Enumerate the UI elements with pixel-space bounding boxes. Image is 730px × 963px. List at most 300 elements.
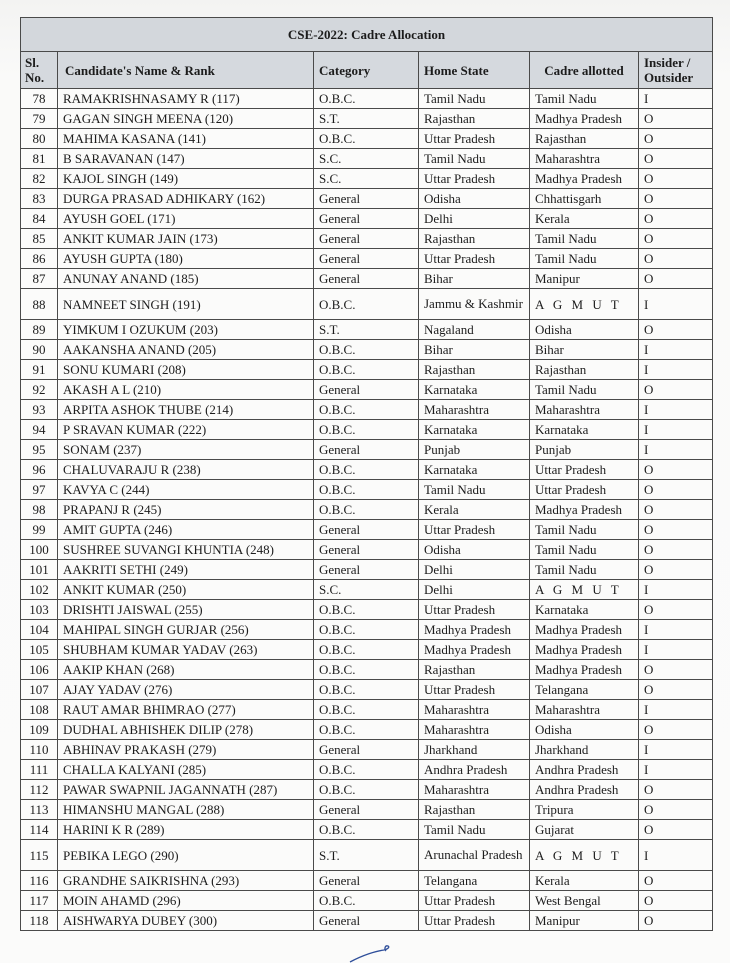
cell-insider-outsider: O bbox=[639, 129, 713, 149]
cell-insider-outsider: O bbox=[639, 911, 713, 931]
cell-insider-outsider: O bbox=[639, 229, 713, 249]
cell-home-state: Uttar Pradesh bbox=[419, 129, 530, 149]
cell-home-state: Rajasthan bbox=[419, 800, 530, 820]
cell-category: O.B.C. bbox=[314, 480, 419, 500]
cell-category: General bbox=[314, 269, 419, 289]
cell-insider-outsider: O bbox=[639, 209, 713, 229]
cell-home-state: Bihar bbox=[419, 269, 530, 289]
cell-cadre-allotted: Rajasthan bbox=[530, 360, 639, 380]
cell-candidate-name: ANKIT KUMAR (250) bbox=[58, 580, 314, 600]
cell-sl-no: 109 bbox=[21, 720, 58, 740]
cell-home-state: Nagaland bbox=[419, 320, 530, 340]
cell-home-state: Maharashtra bbox=[419, 780, 530, 800]
cell-home-state: Uttar Pradesh bbox=[419, 249, 530, 269]
cell-cadre-allotted: Madhya Pradesh bbox=[530, 620, 639, 640]
cell-cadre-allotted: Madhya Pradesh bbox=[530, 109, 639, 129]
table-row bbox=[21, 460, 713, 480]
cell-cadre-allotted: Jharkhand bbox=[530, 740, 639, 760]
cell-home-state: Uttar Pradesh bbox=[419, 891, 530, 911]
cell-home-state: Karnataka bbox=[419, 420, 530, 440]
cell-home-state: Rajasthan bbox=[419, 109, 530, 129]
cell-sl-no: 93 bbox=[21, 400, 58, 420]
cell-candidate-name: SHUBHAM KUMAR YADAV (263) bbox=[58, 640, 314, 660]
table-row bbox=[21, 149, 713, 169]
cell-sl-no: 81 bbox=[21, 149, 58, 169]
cell-home-state: Uttar Pradesh bbox=[419, 600, 530, 620]
cell-candidate-name: GRANDHE SAIKRISHNA (293) bbox=[58, 871, 314, 891]
cell-candidate-name: AKASH A L (210) bbox=[58, 380, 314, 400]
cell-candidate-name: PAWAR SWAPNIL JAGANNATH (287) bbox=[58, 780, 314, 800]
cell-insider-outsider: I bbox=[639, 420, 713, 440]
header-insider-outsider bbox=[639, 52, 713, 89]
cell-insider-outsider: O bbox=[639, 891, 713, 911]
cell-insider-outsider: O bbox=[639, 269, 713, 289]
cell-category: General bbox=[314, 800, 419, 820]
cell-sl-no: 88 bbox=[21, 289, 58, 320]
cell-home-state: Maharashtra bbox=[419, 720, 530, 740]
cell-category: O.B.C. bbox=[314, 289, 419, 320]
cell-category: General bbox=[314, 911, 419, 931]
cell-category: General bbox=[314, 249, 419, 269]
cell-candidate-name: SONU KUMARI (208) bbox=[58, 360, 314, 380]
cell-cadre-allotted: Tamil Nadu bbox=[530, 380, 639, 400]
cell-candidate-name: AAKIP KHAN (268) bbox=[58, 660, 314, 680]
cell-home-state: Odisha bbox=[419, 540, 530, 560]
cell-insider-outsider: O bbox=[639, 460, 713, 480]
cell-home-state: Rajasthan bbox=[419, 360, 530, 380]
cell-home-state: Delhi bbox=[419, 580, 530, 600]
table-row bbox=[21, 249, 713, 269]
cell-insider-outsider: I bbox=[639, 760, 713, 780]
cell-cadre-allotted: Tamil Nadu bbox=[530, 540, 639, 560]
table-row bbox=[21, 440, 713, 460]
cadre-allocation-table bbox=[20, 17, 713, 931]
cell-candidate-name: AYUSH GOEL (171) bbox=[58, 209, 314, 229]
cell-sl-no: 114 bbox=[21, 820, 58, 840]
cell-sl-no: 115 bbox=[21, 840, 58, 871]
cell-category: General bbox=[314, 540, 419, 560]
cell-sl-no: 97 bbox=[21, 480, 58, 500]
cell-sl-no: 116 bbox=[21, 871, 58, 891]
cell-insider-outsider: I bbox=[639, 580, 713, 600]
cell-insider-outsider: O bbox=[639, 560, 713, 580]
cell-home-state: Rajasthan bbox=[419, 660, 530, 680]
cell-home-state: Karnataka bbox=[419, 460, 530, 480]
cell-candidate-name: AMIT GUPTA (246) bbox=[58, 520, 314, 540]
cell-home-state: Tamil Nadu bbox=[419, 149, 530, 169]
cell-insider-outsider: I bbox=[639, 400, 713, 420]
cell-category: S.T. bbox=[314, 840, 419, 871]
table-row bbox=[21, 209, 713, 229]
table-row bbox=[21, 891, 713, 911]
cell-cadre-allotted: Maharashtra bbox=[530, 700, 639, 720]
table-row bbox=[21, 480, 713, 500]
cell-cadre-allotted: Kerala bbox=[530, 209, 639, 229]
cell-insider-outsider: O bbox=[639, 600, 713, 620]
header-sl-no-line2: No. bbox=[25, 70, 45, 85]
cell-candidate-name: RAMAKRISHNASAMY R (117) bbox=[58, 89, 314, 109]
cell-category: S.C. bbox=[314, 169, 419, 189]
cell-home-state: Tamil Nadu bbox=[419, 480, 530, 500]
cell-candidate-name: AJAY YADAV (276) bbox=[58, 680, 314, 700]
cell-home-state: Madhya Pradesh bbox=[419, 620, 530, 640]
cell-candidate-name: SUSHREE SUVANGI KHUNTIA (248) bbox=[58, 540, 314, 560]
cell-insider-outsider: I bbox=[639, 700, 713, 720]
table-row bbox=[21, 560, 713, 580]
header-sl-no bbox=[21, 52, 58, 89]
cell-cadre-allotted: Manipur bbox=[530, 911, 639, 931]
table-row bbox=[21, 720, 713, 740]
cell-sl-no: 98 bbox=[21, 500, 58, 520]
cell-insider-outsider: O bbox=[639, 820, 713, 840]
cell-sl-no: 91 bbox=[21, 360, 58, 380]
cell-candidate-name: MAHIMA KASANA (141) bbox=[58, 129, 314, 149]
table-row bbox=[21, 500, 713, 520]
cell-sl-no: 95 bbox=[21, 440, 58, 460]
cell-home-state: Uttar Pradesh bbox=[419, 680, 530, 700]
cell-home-state: Delhi bbox=[419, 209, 530, 229]
cell-category: O.B.C. bbox=[314, 89, 419, 109]
cell-sl-no: 99 bbox=[21, 520, 58, 540]
table-body bbox=[21, 89, 713, 931]
cell-category: O.B.C. bbox=[314, 891, 419, 911]
header-cadre-allotted: Cadre allotted bbox=[530, 52, 639, 89]
table-title: CSE-2022: Cadre Allocation bbox=[21, 18, 713, 52]
cell-home-state: Punjab bbox=[419, 440, 530, 460]
table-row bbox=[21, 129, 713, 149]
cell-category: O.B.C. bbox=[314, 129, 419, 149]
cell-sl-no: 82 bbox=[21, 169, 58, 189]
cell-insider-outsider: O bbox=[639, 109, 713, 129]
cell-sl-no: 103 bbox=[21, 600, 58, 620]
cell-insider-outsider: O bbox=[639, 520, 713, 540]
cell-category: O.B.C. bbox=[314, 460, 419, 480]
cell-category: General bbox=[314, 189, 419, 209]
table-row bbox=[21, 871, 713, 891]
table-row bbox=[21, 320, 713, 340]
cell-sl-no: 96 bbox=[21, 460, 58, 480]
cell-candidate-name: SONAM (237) bbox=[58, 440, 314, 460]
cell-cadre-allotted: Manipur bbox=[530, 269, 639, 289]
cell-insider-outsider: I bbox=[639, 840, 713, 871]
cell-insider-outsider: O bbox=[639, 680, 713, 700]
cell-category: General bbox=[314, 560, 419, 580]
cell-sl-no: 100 bbox=[21, 540, 58, 560]
cell-cadre-allotted: Odisha bbox=[530, 720, 639, 740]
cell-insider-outsider: O bbox=[639, 480, 713, 500]
cell-insider-outsider: O bbox=[639, 780, 713, 800]
cell-home-state: Karnataka bbox=[419, 380, 530, 400]
cell-home-state: Maharashtra bbox=[419, 400, 530, 420]
cell-insider-outsider: O bbox=[639, 500, 713, 520]
cell-category: O.B.C. bbox=[314, 760, 419, 780]
cell-candidate-name: AYUSH GUPTA (180) bbox=[58, 249, 314, 269]
table-row bbox=[21, 740, 713, 760]
cell-sl-no: 110 bbox=[21, 740, 58, 760]
cell-cadre-allotted: Karnataka bbox=[530, 600, 639, 620]
cell-category: O.B.C. bbox=[314, 700, 419, 720]
table-row bbox=[21, 780, 713, 800]
cell-insider-outsider: O bbox=[639, 871, 713, 891]
cell-candidate-name: AISHWARYA DUBEY (300) bbox=[58, 911, 314, 931]
cell-sl-no: 78 bbox=[21, 89, 58, 109]
cell-home-state: Kerala bbox=[419, 500, 530, 520]
table-row bbox=[21, 580, 713, 600]
table-row bbox=[21, 340, 713, 360]
cell-cadre-allotted: A G M U T bbox=[530, 580, 639, 600]
cell-category: O.B.C. bbox=[314, 420, 419, 440]
cell-sl-no: 117 bbox=[21, 891, 58, 911]
cell-cadre-allotted: Gujarat bbox=[530, 820, 639, 840]
cell-home-state: Maharashtra bbox=[419, 700, 530, 720]
table-row bbox=[21, 380, 713, 400]
table-header-row bbox=[21, 52, 713, 89]
cell-cadre-allotted: Andhra Pradesh bbox=[530, 760, 639, 780]
cell-sl-no: 87 bbox=[21, 269, 58, 289]
cell-candidate-name: ANUNAY ANAND (185) bbox=[58, 269, 314, 289]
cell-candidate-name: KAVYA C (244) bbox=[58, 480, 314, 500]
cell-category: S.C. bbox=[314, 149, 419, 169]
cell-cadre-allotted: Uttar Pradesh bbox=[530, 460, 639, 480]
cell-home-state: Tamil Nadu bbox=[419, 820, 530, 840]
cell-category: O.B.C. bbox=[314, 660, 419, 680]
cell-sl-no: 85 bbox=[21, 229, 58, 249]
cell-home-state: Telangana bbox=[419, 871, 530, 891]
cell-cadre-allotted: Karnataka bbox=[530, 420, 639, 440]
table-row bbox=[21, 520, 713, 540]
header-sl-no-line1: Sl. bbox=[25, 55, 40, 70]
table-row bbox=[21, 840, 713, 871]
table-row bbox=[21, 640, 713, 660]
cell-home-state: Jammu & Kashmir bbox=[419, 289, 530, 320]
cell-insider-outsider: O bbox=[639, 720, 713, 740]
cell-home-state: Jharkhand bbox=[419, 740, 530, 760]
cell-insider-outsider: O bbox=[639, 380, 713, 400]
cell-candidate-name: B SARAVANAN (147) bbox=[58, 149, 314, 169]
cell-category: O.B.C. bbox=[314, 620, 419, 640]
cell-cadre-allotted: Tamil Nadu bbox=[530, 249, 639, 269]
table-row bbox=[21, 820, 713, 840]
table-row bbox=[21, 269, 713, 289]
cell-category: O.B.C. bbox=[314, 640, 419, 660]
cell-cadre-allotted: A G M U T bbox=[530, 840, 639, 871]
cell-insider-outsider: O bbox=[639, 249, 713, 269]
cell-category: O.B.C. bbox=[314, 720, 419, 740]
cell-cadre-allotted: Tripura bbox=[530, 800, 639, 820]
cell-category: O.B.C. bbox=[314, 600, 419, 620]
cell-sl-no: 79 bbox=[21, 109, 58, 129]
header-candidate-name: Candidate's Name & Rank bbox=[58, 52, 314, 89]
table-row bbox=[21, 89, 713, 109]
cell-category: O.B.C. bbox=[314, 360, 419, 380]
cell-candidate-name: DURGA PRASAD ADHIKARY (162) bbox=[58, 189, 314, 209]
cell-sl-no: 80 bbox=[21, 129, 58, 149]
cell-sl-no: 107 bbox=[21, 680, 58, 700]
cell-category: General bbox=[314, 440, 419, 460]
cell-sl-no: 111 bbox=[21, 760, 58, 780]
cell-category: General bbox=[314, 380, 419, 400]
cell-insider-outsider: O bbox=[639, 660, 713, 680]
table-row bbox=[21, 109, 713, 129]
cell-insider-outsider: I bbox=[639, 340, 713, 360]
table-row bbox=[21, 289, 713, 320]
cell-home-state: Uttar Pradesh bbox=[419, 520, 530, 540]
cell-sl-no: 90 bbox=[21, 340, 58, 360]
cell-candidate-name: GAGAN SINGH MEENA (120) bbox=[58, 109, 314, 129]
signature-mark bbox=[348, 945, 408, 963]
table-row bbox=[21, 620, 713, 640]
cell-candidate-name: PRAPANJ R (245) bbox=[58, 500, 314, 520]
cell-candidate-name: AAKRITI SETHI (249) bbox=[58, 560, 314, 580]
header-outsider-line2: Outsider bbox=[644, 70, 694, 85]
cell-candidate-name: P SRAVAN KUMAR (222) bbox=[58, 420, 314, 440]
cell-candidate-name: ANKIT KUMAR JAIN (173) bbox=[58, 229, 314, 249]
cell-sl-no: 102 bbox=[21, 580, 58, 600]
cell-cadre-allotted: Telangana bbox=[530, 680, 639, 700]
cell-sl-no: 112 bbox=[21, 780, 58, 800]
cell-candidate-name: ARPITA ASHOK THUBE (214) bbox=[58, 400, 314, 420]
table-row bbox=[21, 360, 713, 380]
cell-cadre-allotted: Uttar Pradesh bbox=[530, 480, 639, 500]
cell-candidate-name: AAKANSHA ANAND (205) bbox=[58, 340, 314, 360]
cell-insider-outsider: O bbox=[639, 189, 713, 209]
table-row bbox=[21, 400, 713, 420]
cell-insider-outsider: O bbox=[639, 540, 713, 560]
cell-cadre-allotted: Madhya Pradesh bbox=[530, 169, 639, 189]
cell-sl-no: 89 bbox=[21, 320, 58, 340]
cell-category: O.B.C. bbox=[314, 400, 419, 420]
cell-sl-no: 104 bbox=[21, 620, 58, 640]
table-row bbox=[21, 680, 713, 700]
cell-category: O.B.C. bbox=[314, 820, 419, 840]
cell-home-state: Arunachal Pradesh bbox=[419, 840, 530, 871]
table-row bbox=[21, 911, 713, 931]
table-title-row bbox=[21, 18, 713, 52]
cell-cadre-allotted: Tamil Nadu bbox=[530, 89, 639, 109]
cell-candidate-name: KAJOL SINGH (149) bbox=[58, 169, 314, 189]
cell-insider-outsider: I bbox=[639, 89, 713, 109]
cell-category: S.T. bbox=[314, 109, 419, 129]
cell-candidate-name: DUDHAL ABHISHEK DILIP (278) bbox=[58, 720, 314, 740]
cell-sl-no: 113 bbox=[21, 800, 58, 820]
cell-home-state: Madhya Pradesh bbox=[419, 640, 530, 660]
table-row bbox=[21, 189, 713, 209]
cell-candidate-name: CHALLA KALYANI (285) bbox=[58, 760, 314, 780]
table-row bbox=[21, 760, 713, 780]
cell-sl-no: 83 bbox=[21, 189, 58, 209]
cell-candidate-name: CHALUVARAJU R (238) bbox=[58, 460, 314, 480]
cell-cadre-allotted: Madhya Pradesh bbox=[530, 640, 639, 660]
cell-insider-outsider: I bbox=[639, 289, 713, 320]
cell-candidate-name: MOIN AHAMD (296) bbox=[58, 891, 314, 911]
cell-sl-no: 101 bbox=[21, 560, 58, 580]
cell-insider-outsider: O bbox=[639, 149, 713, 169]
cell-cadre-allotted: Andhra Pradesh bbox=[530, 780, 639, 800]
cell-cadre-allotted: Kerala bbox=[530, 871, 639, 891]
cell-category: General bbox=[314, 229, 419, 249]
cell-sl-no: 105 bbox=[21, 640, 58, 660]
cell-insider-outsider: I bbox=[639, 740, 713, 760]
cell-home-state: Tamil Nadu bbox=[419, 89, 530, 109]
cell-cadre-allotted: Tamil Nadu bbox=[530, 229, 639, 249]
table-row bbox=[21, 660, 713, 680]
cell-sl-no: 84 bbox=[21, 209, 58, 229]
cell-category: General bbox=[314, 740, 419, 760]
cell-cadre-allotted: Chhattisgarh bbox=[530, 189, 639, 209]
header-home-state: Home State bbox=[419, 52, 530, 89]
table-row bbox=[21, 169, 713, 189]
cell-cadre-allotted: Punjab bbox=[530, 440, 639, 460]
cell-category: General bbox=[314, 520, 419, 540]
cell-candidate-name: YIMKUM I OZUKUM (203) bbox=[58, 320, 314, 340]
cell-candidate-name: HARINI K R (289) bbox=[58, 820, 314, 840]
cell-candidate-name: PEBIKA LEGO (290) bbox=[58, 840, 314, 871]
cell-cadre-allotted: Maharashtra bbox=[530, 149, 639, 169]
cell-sl-no: 118 bbox=[21, 911, 58, 931]
cell-category: O.B.C. bbox=[314, 340, 419, 360]
cell-cadre-allotted: Bihar bbox=[530, 340, 639, 360]
cell-candidate-name: DRISHTI JAISWAL (255) bbox=[58, 600, 314, 620]
cell-category: O.B.C. bbox=[314, 780, 419, 800]
cell-home-state: Bihar bbox=[419, 340, 530, 360]
cell-home-state: Andhra Pradesh bbox=[419, 760, 530, 780]
cell-category: General bbox=[314, 871, 419, 891]
cell-sl-no: 106 bbox=[21, 660, 58, 680]
cell-category: S.C. bbox=[314, 580, 419, 600]
cell-home-state: Rajasthan bbox=[419, 229, 530, 249]
cell-insider-outsider: I bbox=[639, 440, 713, 460]
cell-category: O.B.C. bbox=[314, 500, 419, 520]
cell-cadre-allotted: Odisha bbox=[530, 320, 639, 340]
cell-cadre-allotted: Maharashtra bbox=[530, 400, 639, 420]
cell-candidate-name: RAUT AMAR BHIMRAO (277) bbox=[58, 700, 314, 720]
cell-candidate-name: NAMNEET SINGH (191) bbox=[58, 289, 314, 320]
cell-cadre-allotted: Tamil Nadu bbox=[530, 520, 639, 540]
cell-insider-outsider: I bbox=[639, 620, 713, 640]
cell-home-state: Delhi bbox=[419, 560, 530, 580]
cell-category: O.B.C. bbox=[314, 680, 419, 700]
header-insider-line1: Insider / bbox=[644, 55, 691, 70]
cell-insider-outsider: O bbox=[639, 320, 713, 340]
table-row bbox=[21, 229, 713, 249]
header-category: Category bbox=[314, 52, 419, 89]
cell-category: General bbox=[314, 209, 419, 229]
cell-category: S.T. bbox=[314, 320, 419, 340]
cell-sl-no: 94 bbox=[21, 420, 58, 440]
cell-insider-outsider: O bbox=[639, 169, 713, 189]
cell-candidate-name: MAHIPAL SINGH GURJAR (256) bbox=[58, 620, 314, 640]
cell-cadre-allotted: West Bengal bbox=[530, 891, 639, 911]
cell-insider-outsider: I bbox=[639, 360, 713, 380]
cell-insider-outsider: O bbox=[639, 800, 713, 820]
table-row bbox=[21, 800, 713, 820]
cell-cadre-allotted: A G M U T bbox=[530, 289, 639, 320]
cell-candidate-name: ABHINAV PRAKASH (279) bbox=[58, 740, 314, 760]
cell-sl-no: 108 bbox=[21, 700, 58, 720]
cell-home-state: Uttar Pradesh bbox=[419, 911, 530, 931]
cell-cadre-allotted: Madhya Pradesh bbox=[530, 500, 639, 520]
cell-home-state: Odisha bbox=[419, 189, 530, 209]
table-row bbox=[21, 700, 713, 720]
cell-cadre-allotted: Madhya Pradesh bbox=[530, 660, 639, 680]
cell-sl-no: 86 bbox=[21, 249, 58, 269]
cell-sl-no: 92 bbox=[21, 380, 58, 400]
cell-candidate-name: HIMANSHU MANGAL (288) bbox=[58, 800, 314, 820]
cell-cadre-allotted: Tamil Nadu bbox=[530, 560, 639, 580]
cell-insider-outsider: I bbox=[639, 640, 713, 660]
cell-cadre-allotted: Rajasthan bbox=[530, 129, 639, 149]
table-row bbox=[21, 540, 713, 560]
